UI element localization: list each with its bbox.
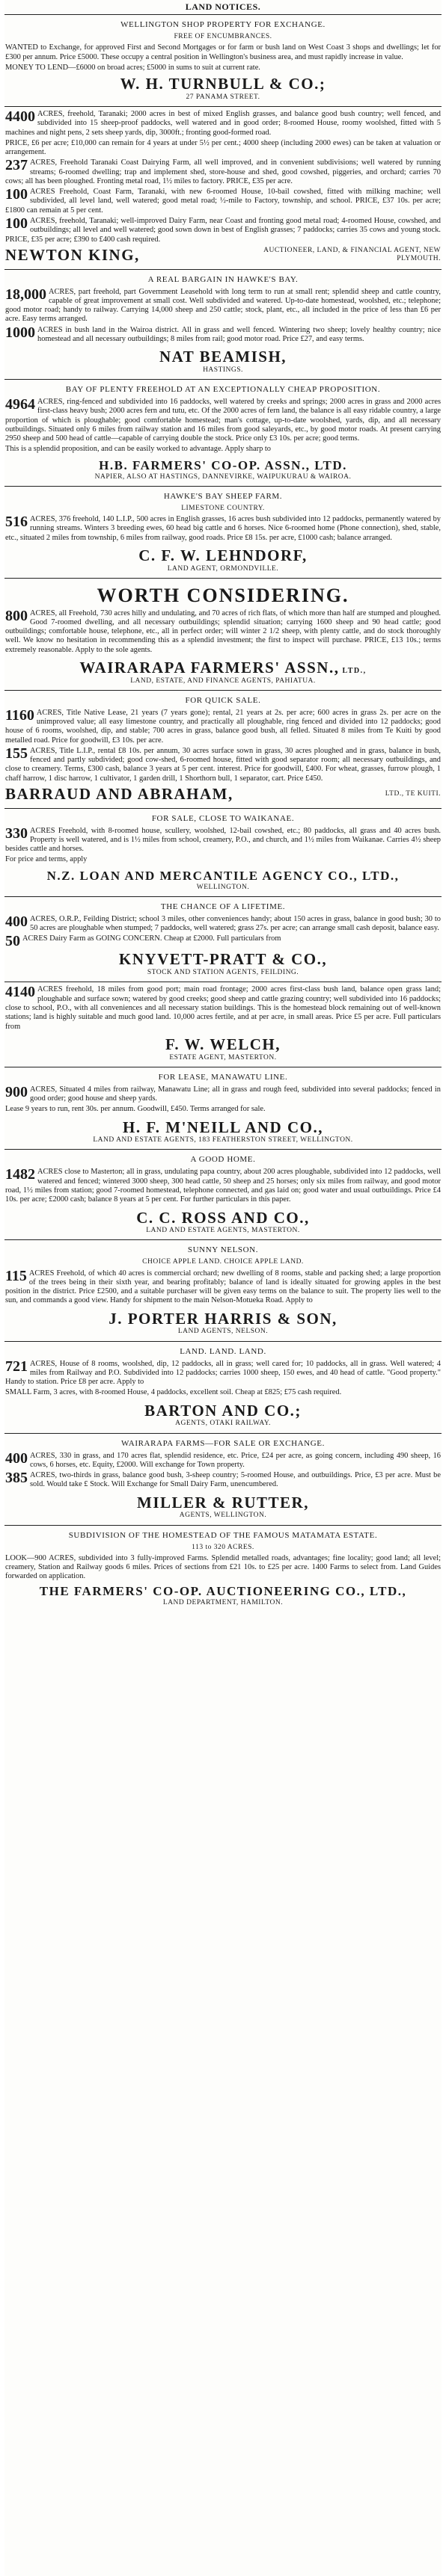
divider	[4, 1433, 442, 1434]
agent-name-text: BARTON AND CO.;	[144, 1401, 302, 1420]
ad-headline: WORTH CONSIDERING.	[97, 584, 349, 606]
ad-section-heading: FOR QUICK SALE.	[185, 695, 261, 705]
acreage-figure: 155	[5, 745, 28, 762]
agent-name	[5, 348, 441, 366]
acreage-figure: 50	[5, 933, 20, 950]
ad-paragraph	[5, 1471, 441, 1490]
ad-paragraph	[5, 609, 441, 655]
land-advertisement	[4, 488, 442, 576]
agent-name	[5, 1494, 441, 1512]
ad-body-text: PRICE, £6 per acre; £10,000 can remain for 4 years at under 5½ per cent.; 4000 sheep (including 2000 ewes) can be taken at valuation or arrangement.	[5, 138, 441, 157]
ad-body-text: This is a splendid proposition, and can be easily worked to advantage. Apply sharp to	[5, 445, 271, 454]
agent-name: NEWTON KING,	[5, 245, 140, 264]
ad-section-heading: HAWKE'S BAY SHEEP FARM.	[163, 491, 283, 501]
land-advertisement	[4, 16, 442, 105]
land-advertisement	[4, 1069, 442, 1148]
acreage-figure: 721	[5, 1358, 28, 1375]
ad-body-text: ACRES, 376 freehold, 140 L.I.P., 500 acres in English grasses, 16 acres bush subdivided into 12 paddocks, permanently watered by running streams. Winters 3 breeding ewes, 60 head big cattle and 6 horses. Nice 6-roomed home (Phone connection), shed, stable, etc., situated 2 miles from township, 6 miles from railway, good roads. Price £8 15s. per acre, £1000 cash; balance arranged.	[5, 515, 441, 542]
land-advertisement	[4, 810, 442, 895]
agent-name-suffix: LTD.,	[342, 666, 367, 675]
divider	[4, 808, 442, 809]
ad-paragraph	[5, 985, 441, 1031]
acreage-figure: 4140	[5, 984, 35, 1001]
agent-address: STOCK AND STATION AGENTS, FEILDING.	[147, 969, 299, 977]
ad-paragraph	[5, 43, 441, 62]
land-advertisement	[4, 108, 442, 267]
ad-paragraph	[5, 64, 441, 73]
agent-address: LAND, ESTATE, AND FINANCE AGENTS, PAHIATUA.	[130, 677, 316, 685]
land-advertisement	[4, 580, 442, 688]
acreage-figure: 18,000	[5, 286, 46, 303]
ad-body-text: ACRES Freehold, of which 40 acres is commercial orchard; new dwelling of 8 rooms, stable and packing shed; a large proportion of the trees being in their sixth year, and bearing profitably; balance of land is ideally situated for growing apples in the best position in the district. Price £2500, and a suitable purchaser will be given easy terms on the balance to suit. The property lies well to the sun, and commands a good view. Handy for shipment to the main Nelson-Motueka Road. Apply to	[5, 1269, 441, 1305]
agent-row	[5, 246, 441, 265]
ad-body-text: ACRES close to Masterton; all in grass, undulating papa country, about 200 acres ploughable, subdivided into 12 paddocks, well watered and fenced; wintered 3000 sheep, 300 head cattle, 50 sheep and 25 horses; only six miles from railway, and good motor road, 1½ miles from station; good 7-roomed homestead, telephone connected, and gas laid on; good water and usual outbuildings. Price £4 10s. per acre; £2000 cash; balance 8 years at 5 per cent. For further particulars in this paper.	[5, 1168, 441, 1204]
agent-address: WELLINGTON.	[196, 883, 250, 891]
ad-subheading: FREE OF ENCUMBRANCES.	[174, 33, 272, 41]
divider	[4, 690, 442, 691]
agent-address: HASTINGS.	[203, 366, 243, 374]
ad-paragraph	[5, 855, 441, 864]
acreage-figure: 800	[5, 607, 28, 624]
agent-name-text: C. F. W. LEHNDORF,	[138, 546, 308, 564]
divider	[4, 486, 442, 487]
ad-body-text: ACRES, ring-fenced and subdivided into 16 paddocks, well watered by creeks and springs; 2000 acres in grass and 2000 acres first-class heavy bush; 2000 acres fern and tutu, etc. Of the 2000 acres of fern land, the balance is all easy ridable country, a large proportion of which is ploughable; good comfortable homestead; man's cottage, up-to-date woolshed, yards, dip, and all necessary outbuildings. Situated only 6 miles from railway station and 16 miles from good saleyards, etc., by good motor roads. At present carrying 2950 sheep and 500 head of cattle—capable of carrying double the stock. Price only £3 10s. per acre; good terms.	[5, 398, 441, 443]
ad-subheading: CHOICE APPLE LAND. CHOICE APPLE LAND.	[142, 1258, 304, 1266]
land-advertisement	[4, 1151, 442, 1238]
ad-body-text: ACRES Freehold, Coast Farm, Taranaki, with new 6-roomed House, 10-bail cowshed, fitted with milking machine; well subdivided, all level land, well watered; good metal road; ½-mile to Factory, township, and school. PRICE, £37 10s. per acre; £1800 can remain at 5 per cent.	[5, 188, 441, 215]
ad-body-text: ACRES, 330 in grass, and 170 acres flat, splendid residence, etc. Price, £24 per acre, as going concern, including 490 sheep, 16 cows, 6 horses, etc. Equity, £2000. Will exchange for Town property.	[30, 1451, 441, 1469]
ad-section-heading: A REAL BARGAIN IN HAWKE'S BAY.	[147, 274, 299, 284]
ad-paragraph	[5, 915, 441, 934]
acreage-figure: 516	[5, 514, 28, 531]
ad-body-text: ACRES, House of 8 rooms, woolshed, dip, 12 paddocks, all in grass; well cared for; 10 paddocks, all in grass. Well watered; 4 miles from Railway and P.O. Subdivided into 12 paddocks; carries 1000 sheep, 150 ewes, and 40 head of cattle. "Good property." Handy to station. Price £8 per acre. Apply to	[5, 1359, 441, 1387]
land-advertisement	[4, 692, 442, 807]
ad-body-text: ACRES in bush land in the Wairoa district. All in grass and well fenced. Wintering two sheep; lovely healthy country; nice homestead and all necessary outbuildings; 8 miles from rail; good motor road. Price £27, and easy terms.	[37, 325, 441, 343]
agent-address: AUCTIONEER, LAND, & FINANCIAL AGENT, NEW PLYMOUTH.	[263, 246, 441, 263]
ad-body-text: ACRES, two-thirds in grass, balance good bush, 3-sheep country; 5-roomed House, and outbuildings. Price, £3 per acre. Must be sold. Would take £ Stock. Will Exchange for Small Dairy Farm, unencumbered.	[30, 1471, 441, 1489]
ad-body-text: For price and terms, apply	[5, 855, 88, 864]
acreage-figure: 900	[5, 1083, 28, 1100]
land-advertisement	[4, 381, 442, 484]
acreage-figure: 1160	[5, 706, 34, 724]
agent-name	[5, 546, 441, 565]
agent-name-text: C. C. ROSS AND CO.,	[136, 1208, 310, 1227]
agent-address: ESTATE AGENT, MASTERTON.	[169, 1053, 277, 1061]
ad-body-text: ACRES, Title Native Lease, 21 years (7 years gone); rental, 21 years at 2s. per acre; 600 acres in grass 2s. per acre on the unimproved value; all easy limestone country, and practically all ploughable, ring fenced and divided into 12 paddocks; good house of 6 rooms, woolshed, dip, and stable; 700 acres in grass, balance good bush, all felled. Situated 8 miles from Te Kuiti by good metalled road. Price for goodwill, £3 10s. per acre.	[5, 708, 441, 745]
ad-section-heading: BAY OF PLENTY FREEHOLD AT AN EXCEPTIONALLY CHEAP PROPOSITION.	[65, 385, 381, 395]
agent-name	[5, 950, 441, 969]
ad-body-text: Lease 9 years to run, rent 30s. per annum. Goodwill, £450. Terms arranged for sale.	[5, 1105, 266, 1114]
acreage-figure: 400	[5, 1449, 28, 1467]
agent-name-text: W. H. TURNBULL & CO.;	[120, 75, 326, 93]
ad-paragraph	[5, 515, 441, 543]
ad-paragraph	[5, 217, 441, 244]
ad-paragraph	[5, 827, 441, 854]
agent-name-text: KNYVETT-PRATT & CO.,	[118, 950, 328, 969]
land-advertisement	[4, 1343, 442, 1432]
ad-body-text: ACRES, all Freehold, 730 acres hilly and undulating, and 70 acres of rich flats, of which more than half are stumped and ploughed. Good 7-roomed dwelling, and all necessary outbuildings; splendid situation; carrying 1600 sheep and 90 head cattle; good outbuildings; comfortable house, telephone, etc., all in perfect order; will winter 2 1/2 sheep, with plenty cattle, and do stock thoroughly well. We know no hesitation in recommending this as a splendid investment; the first to inspect will purchase. PRICE, £13 10s.; terms extremely reasonable. Apply to the sole agents.	[5, 608, 441, 654]
ad-paragraph	[5, 747, 441, 783]
agent-name	[5, 1209, 441, 1227]
agent-name-text: J. PORTER HARRIS & SON,	[109, 1309, 337, 1328]
agent-name	[5, 1118, 441, 1137]
ad-body-text: ACRES, O.R.P., Feilding District; school 3 miles, other conveniences handy; about 150 acres in grass, balance in good bush; 30 to 50 acres are ploughable when stumped; 7 paddocks, well watered; grass 27s. per acre; can arrange small cash deposit, balance easy.	[30, 914, 441, 933]
ad-subheading: LIMESTONE COUNTRY.	[181, 504, 265, 512]
agent-name	[5, 869, 441, 884]
acreage-figure: 100	[5, 215, 28, 232]
agent-address: LTD., TE KUITI.	[385, 789, 441, 798]
ad-paragraph	[5, 188, 441, 215]
land-advertisement	[4, 899, 442, 980]
ad-paragraph	[5, 1085, 441, 1104]
acreage-figure: 1482	[5, 1166, 35, 1183]
agent-address: LAND AND ESTATE AGENTS, MASTERTON.	[146, 1227, 300, 1235]
agent-name-text: H. F. M'NEILL AND CO.,	[123, 1118, 323, 1136]
ad-paragraph	[5, 398, 441, 443]
divider	[4, 14, 442, 15]
divider	[4, 1239, 442, 1240]
acreage-figure: 1000	[5, 324, 35, 341]
acreage-figure: 237	[5, 157, 28, 174]
ad-paragraph	[5, 445, 441, 454]
land-advertisement	[4, 1242, 442, 1339]
ad-body-text: WANTED to Exchange, for approved First and Second Mortgages or for farm or bush land on West Coast 3 shops and dwellings; let for £300 per annum. Price £5000. These occupy a central position in Wellington's business area, and must rapidly increase in value.	[5, 43, 441, 61]
agent-name-text: WAIRARAPA FARMERS' ASSN.,	[79, 658, 340, 677]
agent-address: LAND AND ESTATE AGENTS, 183 FEATHERSTON STREET, WELLINGTON.	[93, 1136, 353, 1144]
ad-paragraph	[5, 1168, 441, 1204]
agent-name	[5, 1310, 441, 1328]
ad-paragraph	[5, 1105, 441, 1114]
agent-name: BARRAUD AND ABRAHAM,	[5, 784, 233, 803]
land-advertisement	[4, 271, 442, 378]
agent-name-text: NAT BEAMISH,	[159, 348, 287, 366]
acreage-figure: 330	[5, 825, 28, 842]
land-advertisement	[4, 1527, 442, 1610]
agent-address: NAPIER, ALSO AT HASTINGS, DANNEVIRKE, WAIPUKURAU & WAIROA.	[94, 472, 352, 481]
agent-name	[5, 1584, 441, 1599]
agent-address: 27 PANAMA STREET.	[186, 93, 260, 101]
acreage-figure: 4400	[5, 108, 35, 126]
divider	[4, 1525, 442, 1526]
column-masthead: LAND NOTICES.	[185, 1, 261, 12]
ad-body-text: ACRES, freehold, Taranaki; well-improved Dairy Farm, near Coast and fronting good metal road; 4-roomed House, cowshed, and outbuildings; all level and well watered; good sown down in best of English grasses; 7 paddocks; carries 35 cows and young stock. PRICE, £35 per acre; £390 to £400 cash required.	[5, 217, 441, 244]
ad-paragraph	[5, 933, 441, 950]
ad-section-heading: LAND. LAND. LAND.	[180, 1346, 266, 1356]
agent-row	[5, 785, 441, 804]
agent-address: AGENTS, OTAKI RAILWAY.	[175, 1420, 271, 1428]
ad-subheading: 113 to 320 ACRES.	[192, 1543, 254, 1551]
ad-paragraph	[5, 1449, 441, 1470]
ad-body-text: ACRES Dairy Farm as GOING CONCERN. Cheap at £2000. Full particulars from	[22, 934, 281, 943]
ad-section-heading: WAIRARAPA FARMS—FOR SALE OR EXCHANGE.	[121, 1438, 325, 1448]
land-advertisement	[4, 1435, 442, 1523]
ad-paragraph	[5, 1360, 441, 1387]
agent-name	[5, 458, 441, 473]
agent-name	[5, 1402, 441, 1420]
land-advertisement	[4, 984, 442, 1064]
ad-paragraph	[5, 1388, 441, 1397]
ad-body-text: MONEY TO LEND—£6000 on broad acres; £5000 in sums to suit at current rate.	[5, 63, 260, 72]
divider	[4, 1341, 442, 1342]
ad-paragraph	[5, 1554, 441, 1582]
agent-name-text: N.Z. LOAN AND MERCANTILE AGENCY CO., LTD.,	[46, 868, 400, 883]
ad-paragraph	[5, 110, 441, 138]
agent-name-text: THE FARMERS' CO-OP. AUCTIONEERING CO., LTD.,	[39, 1583, 407, 1598]
divider	[4, 896, 442, 897]
ad-body-text: ACRES, Title L.I.P., rental £8 10s. per annum, 30 acres surface sown in grass, 30 acres ploughed and in grass, balance in bush, fenced and partly subdivided; good cow-shed, 6-roomed house, fitted with good separator room; all necessary outbuildings, and close to creamery. Terms, £300 cash, balance 3 years at 5 per cent. interest. Price for goodwill, £400. For wheat, grasses, furrow plough, 1 chaff harrow, 1 disc harrow, 1 cultivator, 1 garden drill, 1 Shorthorn bull, 1 separator, cart. Price £450.	[5, 746, 441, 783]
acreage-figure: 100	[5, 186, 28, 203]
ad-paragraph	[5, 1269, 441, 1306]
ad-section-heading: SUNNY NELSON.	[187, 1245, 259, 1255]
agent-name-text: F. W. WELCH,	[165, 1035, 281, 1053]
agent-address: LAND DEPARTMENT, HAMILTON.	[162, 1598, 284, 1606]
ad-body-text: ACRES, part freehold, part Government Leasehold with long term to run at small rent; splendid sheep and cattle country, capable of great improvement at small cost. Well subdivided and watered. Up-to-date homestead, woolshed, etc.; telephone; good motor road; handy to railway. Carrying 14,000 sheep and 250 cattle; stock, plant, etc., all included in the price of less than £6 per acre. Easy terms arranged.	[5, 287, 441, 324]
agent-name-text: MILLER & RUTTER,	[137, 1493, 309, 1512]
ad-section-heading: SUBDIVISION OF THE HOMESTEAD OF THE FAMOUS MATAMATA ESTATE.	[68, 1530, 378, 1540]
ad-section-heading: WELLINGTON SHOP PROPERTY FOR EXCHANGE.	[120, 20, 326, 30]
advertisement-list	[4, 16, 442, 1610]
divider	[4, 269, 442, 270]
ad-paragraph	[5, 139, 441, 158]
agent-name	[5, 75, 441, 93]
divider	[4, 1149, 442, 1150]
divider	[4, 379, 442, 380]
ad-paragraph	[5, 158, 441, 186]
ad-body-text: ACRES, freehold, Taranaki; 2000 acres in best of mixed English grasses, and balance good bush country; well fenced, and subdivided into 15 sheep-proof paddocks, well watered and in good order; 8-roomed House, roomy woolshed, fitted with 5 machines and night pens, 2 sets sheep yards, dip, 3000ft.; fronting good-formed road.	[5, 110, 441, 137]
ad-body-text: SMALL Farm, 3 acres, with 8-roomed House, 4 paddocks, excellent soil. Cheap at £825; £75 cash required.	[5, 1388, 342, 1397]
ad-section-heading: A GOOD HOME.	[190, 1155, 256, 1165]
agent-name	[5, 659, 441, 677]
agent-address: LAND AGENT, ORMONDVILLE.	[167, 564, 279, 573]
agent-name-text: H.B. FARMERS' CO-OP. ASSN., LTD.	[99, 457, 347, 472]
divider	[4, 106, 442, 107]
ad-body-text: ACRES, Situated 4 miles from railway, Manawatu Line; all in grass and rough feed, subdivided into several paddocks; fenced in good order; good house and sheep yards.	[30, 1085, 441, 1103]
acreage-figure: 400	[5, 913, 28, 930]
ad-paragraph	[5, 326, 441, 345]
divider	[4, 578, 442, 579]
acreage-figure: 4964	[5, 396, 35, 413]
acreage-figure: 115	[5, 1267, 27, 1284]
ad-section-heading: FOR LEASE, MANAWATU LINE.	[158, 1072, 288, 1082]
ad-body-text: ACRES freehold, 18 miles from good port; main road frontage; 2000 acres first-class bush land, balance open grass land; ploughable and surface sown; watered by good creeks; good sheep and cattle grazing country; well subdivided into 16 paddocks; close to school, P.O., with all conveniences and all necessary station buildings. This is the homestead block remaining out of well-known stations; land is highly suitable and much good land. 10,000 acres fertile, and at per acre, in small areas. Price £5 per acre. Full particulars from	[5, 985, 441, 1031]
ad-section-heading: FOR SALE, CLOSE TO WAIKANAE.	[151, 813, 295, 823]
ad-paragraph	[5, 706, 441, 745]
agent-name	[5, 1035, 441, 1054]
ad-paragraph	[5, 288, 441, 324]
agent-address: AGENTS, WELLINGTON.	[179, 1512, 267, 1520]
agent-address: LAND AGENTS, NELSON.	[177, 1328, 269, 1336]
acreage-figure: 385	[5, 1470, 28, 1487]
ad-body-text: ACRES Freehold, with 8-roomed house, scullery, woolshed, 12-bail cowshed, etc.; 80 paddocks, all grass and 40 acres bush. Property is well watered, and is 1½ miles from school, creamery, P.O., and church, and 1½ miles from Waikanae. Carries 4½ sheep besides cattle and horses.	[5, 826, 441, 854]
ad-section-heading: THE CHANCE OF A LIFETIME.	[160, 902, 286, 911]
ad-body-text: ACRES, Freehold Taranaki Coast Dairying Farm, all well improved, and in convenient subdivisions; well watered by running streams; 6-roomed dwelling; trap and implement shed, store-house and shed, good cowshed, piggeries, and orchard; carries 70 cows; all has been ploughed. Fronting metal road, 1½ miles to factory. PRICE, £35 per acre.	[5, 158, 441, 185]
ad-body-text: LOOK—900 ACRES, subdivided into 3 fully-improved Farms. Splendid metalled roads, advantages; fine locality; good land; all level; creamery, Station and Railway goods 6 miles. Prices of sections from £21 10s. to £25 per acre. 1400 Farms to select from. Land Guides forwarded on application.	[5, 1553, 441, 1581]
newspaper-column	[4, 0, 442, 2576]
